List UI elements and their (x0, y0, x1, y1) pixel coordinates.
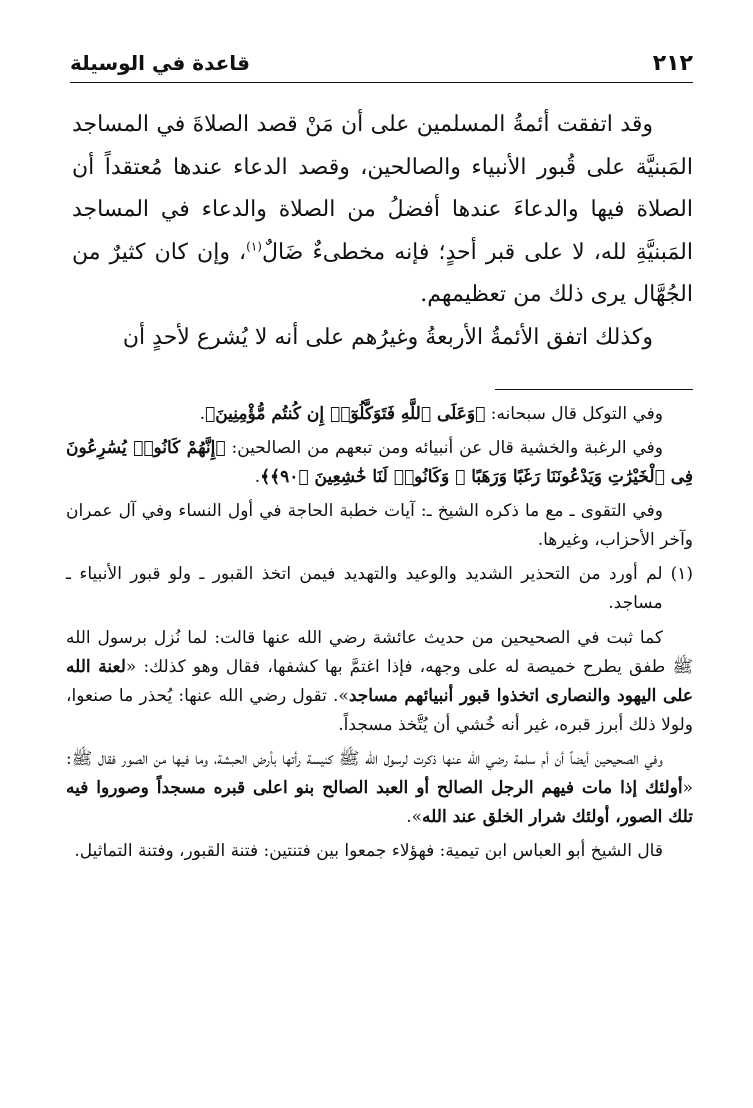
hadith-quote: لعنة الله على اليهود والنصارى اتخذوا قبور أنبيائهم مساجد (66, 657, 693, 706)
hadith-text: كما ثبت في الصحيحين من حديث عائشة رضي الله عنها قالت: لما نُزل برسول الله ﷺ طفق يطرح خميصة له على وجهه، فإذا اغتمَّ بها كشفها، فقال وهو كذلك: « (66, 628, 693, 677)
footnote-divider (495, 389, 693, 390)
quran-verse: ﴿إِنَّهُمْ كَانُوا۟ يُسَٰرِعُونَ فِى ٱلْخَيْرَٰتِ وَيَدْعُونَنَا رَغَبًا وَرَهَبًا ۖ وَكَانُوا۟ لَنَا خَٰشِعِينَ ﴿٩٠﴾﴾ (66, 438, 693, 487)
note-text: وفي الرغبة والخشية قال عن أنبيائه ومن تبعهم من الصالحين: (225, 438, 663, 458)
note-end: . (199, 404, 206, 424)
note-raghba (66, 434, 693, 492)
note-tawakkul (66, 400, 693, 429)
note-text: وفي التوكل قال سبحانه: (485, 404, 663, 424)
paragraph-1-text: وقد اتفقت أئمةُ المسلمين على أن مَنْ قصد الصلاةَ في المساجد المَبنيَّة على قُبور الأنبياء والصالحين، وقصد الدعاء عندها مُعتقداً أن الصلاة فيها والدعاءَ عندها أفضلُ من الصلاة والدعاء في المساجد المَبنيَّةِ لله، لا على قبر أحدٍ؛ فإنه مخطىءٌ ضَالٌ (72, 112, 693, 265)
note-ibn-taymiyya: قال الشيخ أبو العباس ابن تيمية: فهؤلاء جمعوا بين فتنتين: فتنة القبور، وفتنة التماثيل. (74, 841, 663, 861)
note-taqwa: وفي التقوى ـ مع ما ذكره الشيخ ـ: آيات خطبة الحاجة في أول النساء وفي آل عمران وآخر الأحزاب، وغيرها. (66, 501, 693, 550)
main-text (72, 104, 693, 359)
note-end: . (254, 467, 261, 487)
page-header (70, 44, 693, 83)
footnote-1 (66, 560, 693, 618)
hadith-umm-salama (66, 745, 693, 832)
footnote-number: (١) (670, 564, 693, 584)
footnote-text: لم أورد من التحذير الشديد والوعيد والتهديد فيمن اتخذ القبور ـ ولو قبور الأنبياء ـ مساجد. (66, 564, 663, 613)
paragraph-1 (72, 104, 693, 317)
paragraph-1-end: ، وإن كان كثيرٌ من الجُهَّال يرى ذلك من تعظيمهم. (72, 239, 693, 307)
hadith-quote: أولئك إذا مات فيهم الرجل الصالح أو العبد الصالح بنو اعلى قبره مسجداً وصوروا فيه تلك الصور، أولئك شرار الخلق عند الله (66, 778, 693, 827)
hadith-text-end: ». (406, 807, 423, 827)
footnotes (66, 400, 693, 871)
page-number: ٢١٢ (652, 50, 693, 76)
quran-verse: ﴿وَعَلَى ٱللَّهِ فَتَوَكَّلُوٓا۟ إِن كُنتُم مُّؤْمِنِينَ﴾ (205, 404, 486, 424)
hadith-text-end: ». تقول رضي الله عنها: يُحذر ما صنعوا، ولولا ذلك أبرز قبره، غير أنه خُشي أن يُتَّخذ مسجداً. (66, 686, 693, 735)
hadith-text: وفي الصحيحين أيضاً أن أم سلمة رضي الله عنها ذكرت لرسول الله ﷺ كنيسة رأتها بأرض الحبشة، وما فيها من الصور فقال ﷺ: « (66, 749, 693, 798)
running-title: قاعدة في الوسيلة (70, 51, 250, 75)
hadith-aisha (66, 624, 693, 740)
paragraph-2: وكذلك اتفق الأئمةُ الأربعةُ وغيرُهم على أنه لا يُشرع لأحدٍ أن (122, 324, 653, 350)
footnote-reference: (١) (246, 239, 262, 254)
